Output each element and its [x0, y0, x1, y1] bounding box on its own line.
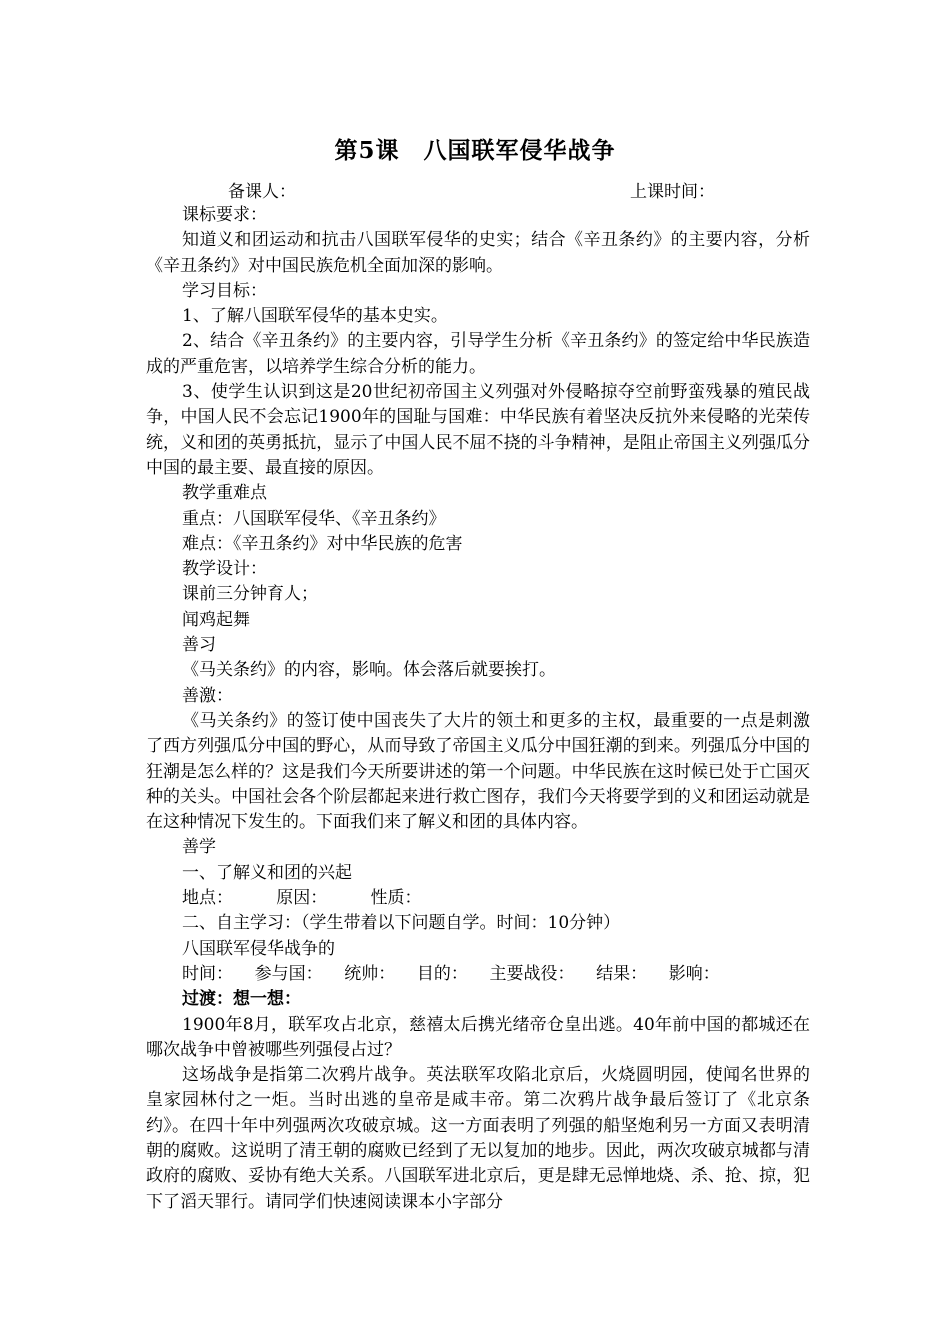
heading-design: 教学设计： — [182, 559, 267, 580]
section-review: 善习 — [182, 635, 216, 656]
design-item: 闻鸡起舞 — [182, 609, 250, 630]
design-item: 课前三分钟育人； — [182, 584, 318, 605]
transition-heading: 过渡：想一想： — [182, 989, 301, 1010]
key-point: 重点：八国联军侵华、《辛丑条约》 — [182, 508, 446, 529]
document-body — [146, 203, 810, 1215]
objective-1: 1、了解八国联军侵华的基本史实。 — [182, 306, 448, 327]
subsection-boxer-rise: 一、了解义和团的兴起 — [182, 862, 352, 883]
paragraph-answer: 这场战争是指第二次鸦片战争。英法联军攻陷北京后，火烧圆明园，使闻名世界的皇家园林付之一炬。当时出逃的皇帝是咸丰帝。第二次鸦片战争最后签订了《北京条约》。在四十年中列强两次攻破京城。这一方面表明了列强的船坚炮利另一方面又表明清朝的腐败。这说明了清王朝的腐败已经到了无以复加的地步。因此，两次攻破京城都与清政府的腐败、妥协有绝大关系。八国联军进北京后，更是肆无忌惮地烧、杀、抢、掠，犯下了滔天罪行。请同学们快速阅读课本小字部分 — [146, 1065, 810, 1212]
preparer-label: 备课人： — [228, 182, 296, 202]
fill-in-row: 地点： 原因： 性质： — [182, 888, 422, 909]
review-content: 《马关条约》的内容，影响。体会落后就要挨打。 — [182, 660, 556, 681]
objective-2: 2、结合《辛丑条约》的主要内容，引导学生分析《辛丑条约》的签定给中华民族造成的严重危害，以培养学生综合分析的能力。 — [146, 331, 810, 377]
lesson-name: 八国联军侵华战争 — [423, 137, 616, 164]
heading-objectives: 学习目标： — [182, 280, 267, 301]
objective-3: 3、使学生认识到这是20世纪初帝国主义列强对外侵略掠夺空前野蛮残暴的殖民战争，中国人民不会忘记1900年的国耻与国难：中华民族有着坚决反抗外来侵略的光荣传统，义和团的英勇抵抗，显示了中国人民不屈不挠的斗争精神，是阻止帝国主义列强瓜分中国的最主要、最直接的原因。 — [146, 382, 810, 478]
war-heading: 八国联军侵华战争的 — [182, 938, 335, 959]
difficult-point: 难点：《辛丑条约》对中华民族的危害 — [182, 533, 463, 554]
paragraph-question: 1900年8月，联军攻占北京，慈禧太后携光绪帝仓皇出逃。40年前中国的都城还在哪次战争中曾被哪些列强侵占过？ — [146, 1014, 810, 1060]
heading-key-points: 教学重难点 — [182, 483, 267, 504]
heading-curriculum: 课标要求： — [182, 205, 267, 225]
section-motivate: 善激： — [182, 685, 233, 706]
fill-in-row: 时间： 参与国： 统帅： 目的： 主要战役： 结果： 影响： — [182, 963, 720, 984]
lesson-number: 第5课 — [334, 137, 400, 164]
class-time-label: 上课时间： — [630, 182, 715, 202]
paragraph-curriculum: 知道义和团运动和抗击八国联军侵华的史实；结合《辛丑条约》的主要内容，分析《辛丑条约》对中国民族危机全面加深的影响。 — [146, 230, 810, 276]
subsection-self-study: 二、自主学习：（学生带着以下问题自学。时间：10分钟） — [182, 913, 621, 934]
section-learn: 善学 — [182, 837, 216, 858]
paragraph-motivate: 《马关条约》的签订使中国丧失了大片的领土和更多的主权，最重要的一点是刺激了西方列强瓜分中国的野心，从而导致了帝国主义瓜分中国狂潮的到来。列强瓜分中国的狂潮是怎么样的？这是我们今天所要讲述的第一个问题。中华民族在这时候已处于亡国灭种的关头。中国社会各个阶层都起来进行救亡图存，我们今天将要学到的义和团运动就是在这种情况下发生的。下面我们来了解义和团的具体内容。 — [146, 710, 810, 833]
page-title — [0, 132, 950, 165]
